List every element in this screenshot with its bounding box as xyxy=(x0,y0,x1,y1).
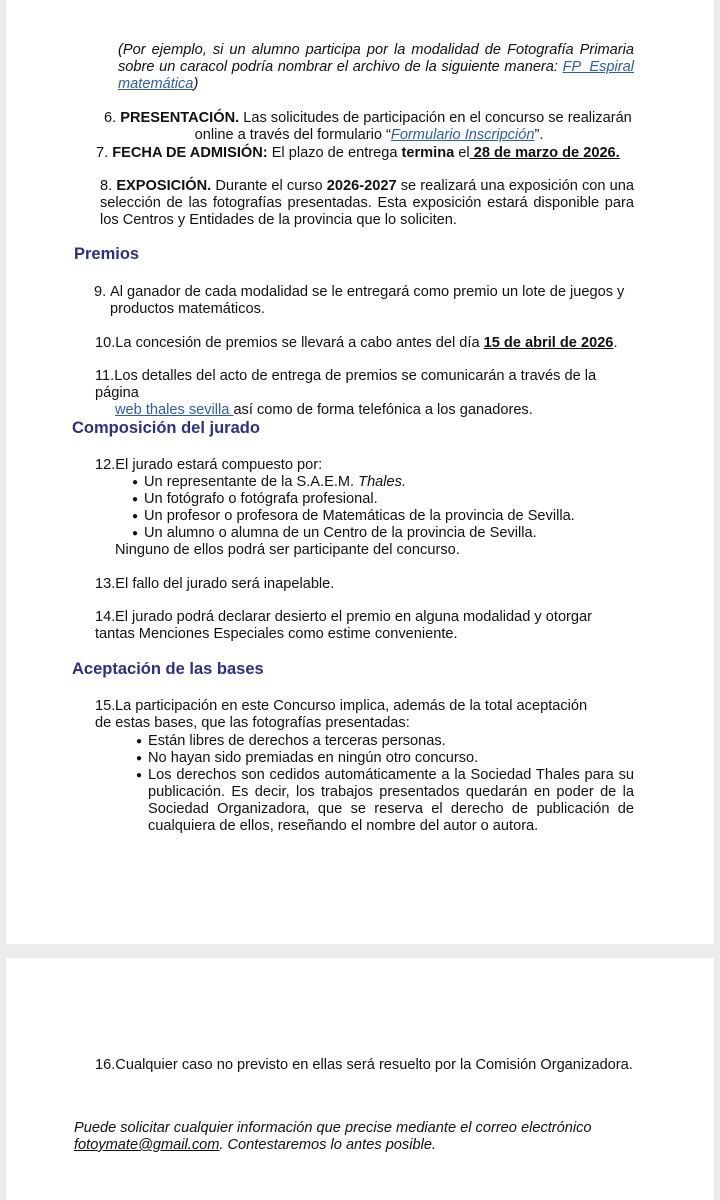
bullet-icon: ● xyxy=(136,753,143,764)
jury-bullet-3: ● Un profesor o profesora de Matemáticas de la provincia de Sevilla. xyxy=(132,508,575,524)
example-filename: FP_Espiral matemática xyxy=(118,59,634,92)
acceptance-bullet-1: ● Están libres de derechos a terceras personas. xyxy=(136,733,446,749)
bullet-icon: ● xyxy=(136,770,143,781)
item-12: 12.El jurado estará compuesto por: xyxy=(95,457,323,473)
heading-jurado: Composición del jurado xyxy=(72,419,260,437)
bullet-icon: ● xyxy=(132,494,139,505)
jury-bullet-1: ● Un representante de la S.A.E.M. Thales. xyxy=(132,474,407,490)
item-14: 14. El jurado podrá declarar desierto el premio en alguna modalidad y otorgar tantas Menciones Especiales como estime conveniente. xyxy=(95,609,593,642)
thales-web-link[interactable]: web thales sevilla xyxy=(115,402,234,418)
acceptance-bullet-3: ● Los derechos son cedidos automáticamente a la Sociedad Thales para su publicación. Es decir, los trabajos presentados quedarán en poder de la Sociedad Organizadora, que se reserva el derecho de publicación de cualquiera de ellos, reseñando el nombre del autor o autora. xyxy=(136,767,634,834)
bullet-icon: ● xyxy=(132,477,139,488)
deadline-date: 28 de marzo de 2026. xyxy=(469,145,620,161)
item-13: 13.El fallo del jurado será inapelable. xyxy=(95,576,335,592)
registration-form-link[interactable]: Formulario Inscripción xyxy=(390,127,535,143)
item-16: 16.Cualquier caso no previsto en ellas será resuelto por la Comisión Organizadora. xyxy=(95,1057,633,1073)
jury-bullet-2: ● Un fotógrafo o fotógrafa profesional. xyxy=(132,491,378,507)
item-11: 11.Los detalles del acto de entrega de premios se comunicarán a través de la página web thales sevilla así como de forma telefónica a los ganadores. xyxy=(95,368,597,418)
bullet-icon: ● xyxy=(132,511,139,522)
item-15: 15. La participación en este Concurso implica, además de la total aceptación de estas bases, que las fotografías presentadas: xyxy=(95,698,588,731)
contact-paragraph: Puede solicitar cualquier información que precise mediante el correo electrónico fotoymate@gmail.com. Contestaremos lo antes posible. xyxy=(74,1120,592,1153)
item-10: 10.La concesión de premios se llevará a cabo antes del día 15 de abril de 2026. xyxy=(95,335,618,351)
jury-bullet-4: ● Un alumno o alumna de un Centro de la provincia de Sevilla. xyxy=(132,525,537,541)
bullet-icon: ● xyxy=(136,736,143,747)
bullet-icon: ● xyxy=(132,528,139,539)
example-paragraph: (Por ejemplo, si un alumno participa por la modalidad de Fotografía Primaria sobre un caracol podría nombrar el archivo de la siguiente manera: FP_Espiral matemática) xyxy=(118,42,634,92)
contact-email-link[interactable]: fotoymate@gmail.com xyxy=(74,1137,220,1153)
heading-premios: Premios xyxy=(74,245,140,263)
document-page-2 xyxy=(6,958,714,1200)
item-9: 9. Al ganador de cada modalidad se le entregará como premio un lote de juegos y productos matemáticos. xyxy=(94,284,625,317)
item-6: 6. PRESENTACIÓN. Las solicitudes de participación en el concurso se realizarán online a través del formulario “Formulario Inscripción”. xyxy=(104,110,632,143)
document-page-1 xyxy=(6,0,714,944)
heading-aceptacion: Aceptación de las bases xyxy=(72,660,264,678)
award-date: 15 de abril de 2026 xyxy=(483,335,614,351)
acceptance-bullet-2: ● No hayan sido premiadas en ningún otro concurso. xyxy=(136,750,479,766)
jury-note: Ninguno de ellos podrá ser participante del concurso. xyxy=(115,542,460,558)
item-8: 8. EXPOSICIÓN. Durante el curso 2026-2027 se realizará una exposición con una selección de las fotografías presentadas. Esta exposición estará disponible para los Centros y Entidades de la provincia que lo soliciten. xyxy=(100,178,634,228)
item-7: 7. FECHA DE ADMISIÓN: El plazo de entrega termina el 28 de marzo de 2026. xyxy=(96,145,620,161)
